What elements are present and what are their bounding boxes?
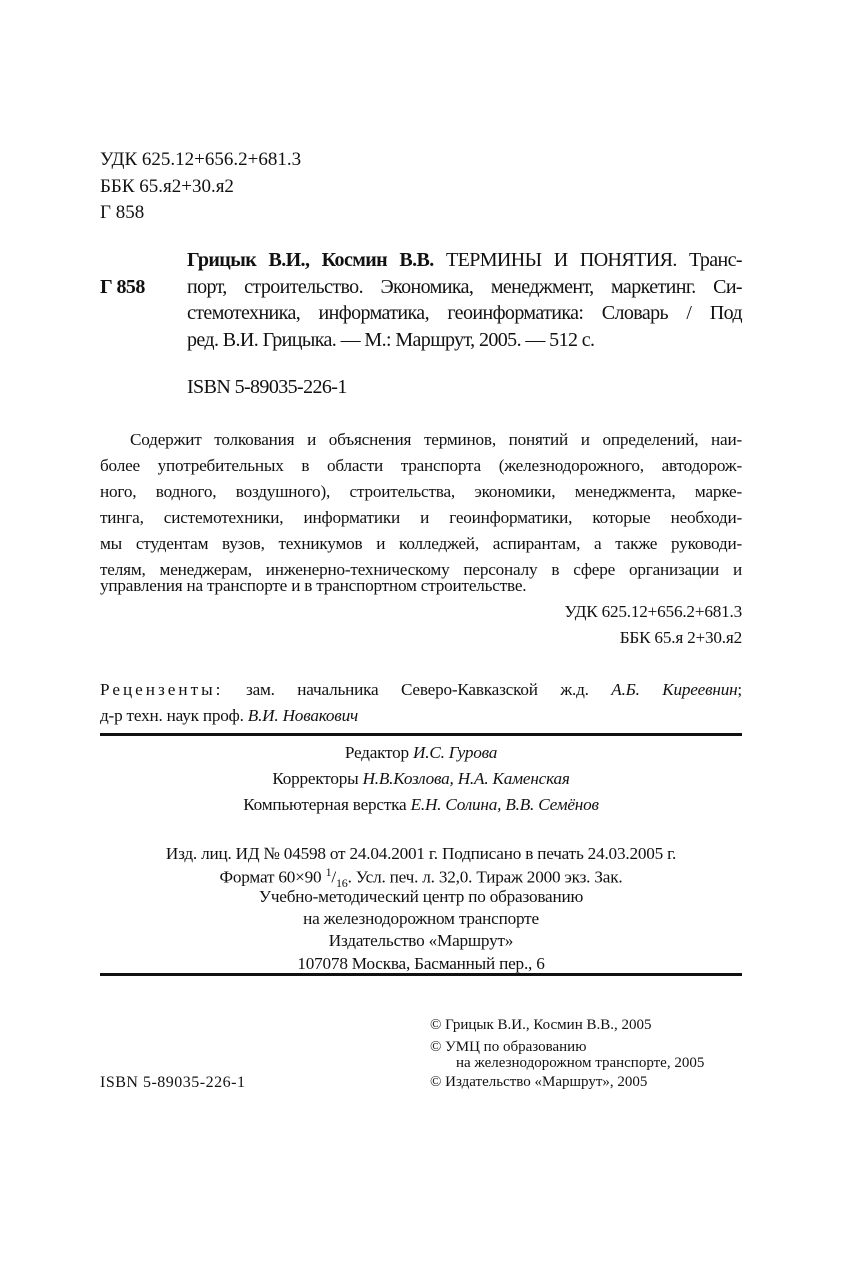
format-label: Формат 60×90 [219, 867, 326, 887]
imprint-address: 107078 Москва, Басманный пер., 6 [297, 954, 545, 973]
credit-editor [100, 744, 742, 761]
reviewer-1-name: А.Б. Киреевнин [611, 680, 738, 699]
copyright-line: © УМЦ по образованию [430, 1039, 587, 1055]
divider-bottom [100, 973, 742, 976]
reviewers-line-2 [100, 707, 358, 724]
format-numerator: 1 [325, 865, 332, 879]
copyright-line: © Грицык В.И., Космин В.В., 2005 [430, 1017, 652, 1033]
biblio-line-2: порт, строительство. Экономика, менеджмент, маркетинг. Си- [187, 276, 742, 298]
biblio-title: ТЕРМИНЫ И ПОНЯТИЯ. Транс- [433, 249, 742, 271]
copyright-line: © Издательство «Маршрут», 2005 [430, 1074, 648, 1090]
imprint-license: Изд. лиц. ИД № 04598 от 24.04.2001 г. Подписано в печать 24.03.2005 г. [165, 844, 677, 863]
abstract-line: Содержит толкования и объяснения терминов, понятий и определений, наи- [130, 430, 742, 449]
abstract-udk: УДК 625.12+656.2+681.3 [564, 602, 742, 621]
author-mark: Г 858 [100, 202, 145, 223]
credit-correctors [100, 770, 742, 787]
biblio-line-3: стемотехника, информатика, геоинформатика: Словарь / Под [187, 302, 742, 324]
imprint-line: Издательство «Маршрут» [328, 931, 514, 950]
divider-top [100, 733, 742, 736]
bbk-header: ББК 65.я2+30.я2 [100, 176, 234, 197]
credit-role: Компьютерная верстка [243, 795, 411, 814]
abstract-line: мы студентам вузов, техникумов и колледжей, аспирантам, а также руководи- [100, 534, 742, 553]
reviewers-label: Рецензенты: [100, 680, 224, 699]
biblio-authors: Грицык В.И., Космин В.В. [187, 249, 434, 271]
credit-names: И.С. Гурова [413, 743, 498, 762]
credit-layout [100, 796, 742, 813]
abstract-line: более употребительных в области транспорта (железнодорожного, автодорож- [100, 456, 742, 475]
format-denominator: 16 [335, 876, 348, 891]
credit-role: Редактор [344, 743, 414, 762]
imprint-line: на железнодорожном транспорте [303, 909, 539, 928]
biblio-code: Г 858 [100, 276, 145, 298]
abstract-line: тинга, системотехники, информатики и геоинформатики, которые необходи- [100, 508, 742, 527]
imprint-format: Формат 60×90 $^1/_{16}$. Усл. печ. л. 32,0. Тираж 2000 экз. Зак. [219, 865, 623, 891]
format-details: . Усл. печ. л. 32,0. Тираж 2000 экз. Зак. [347, 867, 623, 887]
imprint-line: Учебно-методический центр по образованию [258, 887, 584, 906]
abstract-line: управления на транспорте и в транспортном строительстве. [100, 576, 527, 595]
udk-header: УДК 625.12+656.2+681.3 [100, 149, 302, 170]
reviewers-separator: ; [737, 680, 742, 699]
reviewers-line-1 [100, 681, 742, 698]
footer-isbn: ISBN 5-89035-226-1 [100, 1074, 246, 1091]
copyright-line: на железнодорожном транспорте, 2005 [456, 1055, 705, 1071]
credit-names: Е.Н. Солина, В.В. Семёнов [410, 795, 599, 814]
credit-role: Корректоры [272, 769, 363, 788]
abstract-bbk: ББК 65.я 2+30.я2 [619, 628, 742, 647]
abstract-line: телям, менеджерам, инженерно-техническому персоналу в сфере организации и [100, 560, 742, 579]
biblio-line-4: ред. В.И. Грицыка. — М.: Маршрут, 2005. — 512 с. [187, 329, 595, 351]
biblio-line-1 [187, 250, 742, 270]
reviewer-1-position: зам. начальника Северо-Кавказской ж.д. [223, 680, 612, 699]
reviewer-2-position: д-р техн. наук проф. [100, 706, 248, 725]
reviewer-2-name: В.И. Новакович [247, 706, 358, 725]
biblio-isbn: ISBN 5-89035-226-1 [187, 376, 347, 398]
abstract-line: ного, водного, воздушного), строительства, экономики, менеджмента, марке- [100, 482, 742, 501]
credit-names: Н.В.Козлова, Н.А. Каменская [362, 769, 570, 788]
